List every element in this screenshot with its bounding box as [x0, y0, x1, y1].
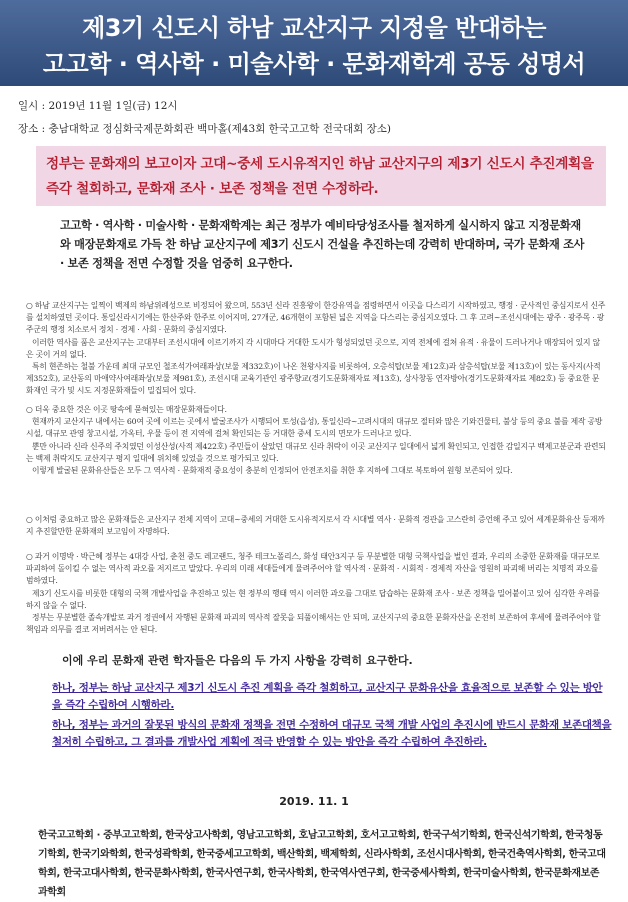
title-line-1: 제3기 신도시 하남 교산지구 지정을 반대하는 [82, 14, 546, 42]
body-paragraph: ○ 하남 교산지구는 일찍이 백제의 하남위례성으로 비정되어 왔으며, 553년 신라 진흥왕이 한강유역을 점령하면서 이곳을 다스리기 시작하였고, 행정 · 군사적인 중심지로서 신주를 설치하였던 곳이다. 통일신라시기에는 한산주와 한주로 이어지며, 27개군, 46개현이 포함된 넓은 지역을 다스리는 중심지오였다. 그 후 고려~조선시대에는 광주 · 광주목 · 광주군의 행정 치소로서 정치 · 경제 · 사회 · 문화의 중심지였다. [26, 301, 606, 335]
section-past-policy [26, 551, 606, 636]
demand-item-1: 하나, 정부는 하남 교산지구 제3기 신도시 추진 계획을 즉각 철회하고, 교산지구 문화유산을 효율적으로 보존할 수 있는 방안을 즉각 수립하여 시행하라. [52, 682, 603, 711]
statement-title-banner [0, 0, 628, 86]
event-place: 장소 : 충남대학교 정심화국제문화회관 백마홀(제43회 한국고고학 전국대회 장소) [18, 123, 392, 135]
body-paragraph: ○ 이처럼 중요하고 많은 문화재들은 교산지구 전체 지역이 고대~중세의 거대한 도시유적지로서 각 시대별 역사 · 문화적 경관을 고스란히 증언해 주고 있어 세계문화유산 등재까지 추진할만한 문화재의 보고임이 자명하다. [26, 515, 605, 537]
signatory-societies: 한국고고학회 · 중부고고학회, 한국상고사학회, 영남고고학회, 호남고고학회, 호서고고학회, 한국구석기학회, 한국신석기학회, 한국청동기학회, 한국기와학회, 한국성곽학회, 한국중세고고학회, 백산학회, 백제학회, 신라사학회, 조선시대사학회, 한국건축역사학회, 한국고대학회, 한국고대사학회, 한국문화사학회, 한국사연구회, 한국사학회, 한국역사연구회, 한국중세사학회, 한국미술사학회, 한국문화재보존과학회 [38, 830, 606, 898]
body-paragraph: 뿐만 아니라 신라 신주의 주치였던 이성산성(사적 제422호) 주민들이 살았던 대규모 신라 취락이 이곳 교산지구 일대에서 넓게 확인되고, 인접한 감일지구 백제고분군과 관련되는 백제 취락지도 교산지구 평지 일대에 위치해 있었을 것으로 평가되고 있다. [26, 441, 606, 463]
demands-lead-sentence: 이에 우리 문화재 관련 학자들은 다음의 두 가지 사항을 강력히 요구한다. [62, 654, 413, 667]
body-paragraph: ○ 과거 이명박 · 박근혜 정부는 4대강 사업, 춘천 중도 레고랜드, 청주 테크노폴리스, 화성 태안3지구 등 무분별한 대형 국책사업을 벌인 결과, 우리의 소중한 문화재를 대규모로 파괴하여 돌이킬 수 없는 역사적 과오를 저지르고 말았다. 우리의 미래 세대들에게 물려주어야 할 역사적 · 문화적 · 시회적 · 경제적 자산을 영원히 파괴해 버리는 치명적 과오를 범하였다. [26, 552, 600, 586]
section-history [26, 300, 606, 398]
main-demand-box: 정부는 문화재의 보고이자 고대~중세 도시유적지인 하남 교산지구의 제3기 신도시 추진계획을 즉각 철회하고, 문화재 조사 · 보존 정책을 전면 수정하라. [36, 146, 606, 206]
body-paragraph: 이렇게 발굴된 문화유산들은 모두 그 역사적 · 문화재적 중요성이 충분히 인정되어 안전조치를 취한 후 지하에 그대로 복토하여 원형 보존되어 있다. [32, 466, 513, 476]
section-significance [26, 514, 606, 538]
section-buried-heritage [26, 404, 606, 477]
intro-paragraph: 고고학 · 역사학 · 미술사학 · 문화재학계는 최근 정부가 예비타당성조사를 철저하게 실시하지 않고 지정문화재와 매장문화재로 가득 찬 하남 교산지구에 제3기 신도시 건설을 추진하는데 강력히 반대하며, 국가 문화재 조사 · 보존 정책을 전면 수정할 것을 엄중히 요구한다. [60, 219, 585, 270]
event-date: 일시 : 2019년 11월 1일(금) 12시 [18, 100, 178, 112]
title-line-2: 고고학 · 역사학 · 미술사학 · 문화재학계 공동 성명서 [42, 50, 586, 78]
demand-item-2: 하나, 정부는 과거의 잘못된 방식의 문화재 정책을 전면 수정하여 대규모 국책 개발 사업의 추진시에 반드시 문화재 보존대책을 철저히 수립하고, 그 결과를 개발사업 계획에 적극 반영할 수 있는 방안을 즉각 수립하여 추진하라. [52, 719, 612, 748]
body-paragraph: 제3기 신도시를 비롯한 대형의 국책 개발사업을 추진하고 있는 현 정부의 행태 역시 이러한 과오를 그대로 답습하는 문화재 조사 · 보존 정책을 밀어붙이고 있어 심각한 우려를 하지 않을 수 없다. [26, 588, 600, 610]
body-paragraph: 특히 현존하는 철불 가운데 최대 규모인 철조석가여래좌상(보물 제332호)이 나온 천왕사지를 비롯하여, 오층석탑(보물 제12호)과 삼층석탑(보물 제13호)이 있는 동사지(사적 제352호), 교산동의 마애약사여래좌상(보물 제981호), 조선시대 교육기관인 광주향교(경기도문화재자료 제13호), 상사창동 연자방아(경기도문화재자료 제82호) 등 중요한 문화재인 국가 및 시도 지정문화재들이 밀집되어 있다. [26, 362, 601, 396]
body-paragraph: 현재까지 교산지구 내에서는 60여 곳에 이르는 곳에서 발굴조사가 시행되어 토성(읍성), 통일신라~고려시대의 대규모 절터와 많은 기와건물터, 불상 등의 중요 불를 제작 공방시설, 대규모 관영 창고시설, 가옥터, 우물 등이 전 지역에 걸쳐 확인되는 등 거대한 중세 도시의 면모가 드러나고 있다. [26, 417, 603, 439]
statement-date: 2019. 11. 1 [279, 795, 349, 808]
body-paragraph: 이러한 역사를 품은 교산지구는 고대부터 조선시대에 이르기까지 각 시대마다 거대한 도시가 형성되었던 곳으로, 지역 전체에 걸쳐 유적 · 유물이 드러나거나 매장되어 있지 않은 곳이 거의 없다. [26, 337, 600, 359]
body-paragraph: ○ 더욱 중요한 것은 이곳 땅속에 묻혀있는 매장문화재들이다. [26, 405, 227, 414]
body-paragraph: 정부는 무분별한 졸속개발로 과거 정권에서 자행된 문화재 파괴의 역사적 잘못을 되풀이해서는 안 되며, 교산지구의 중요한 문화자산을 온전히 보존하여 후세에 물려주어야 할 책임과 의무를 결코 저버려서는 안 된다. [26, 613, 601, 635]
